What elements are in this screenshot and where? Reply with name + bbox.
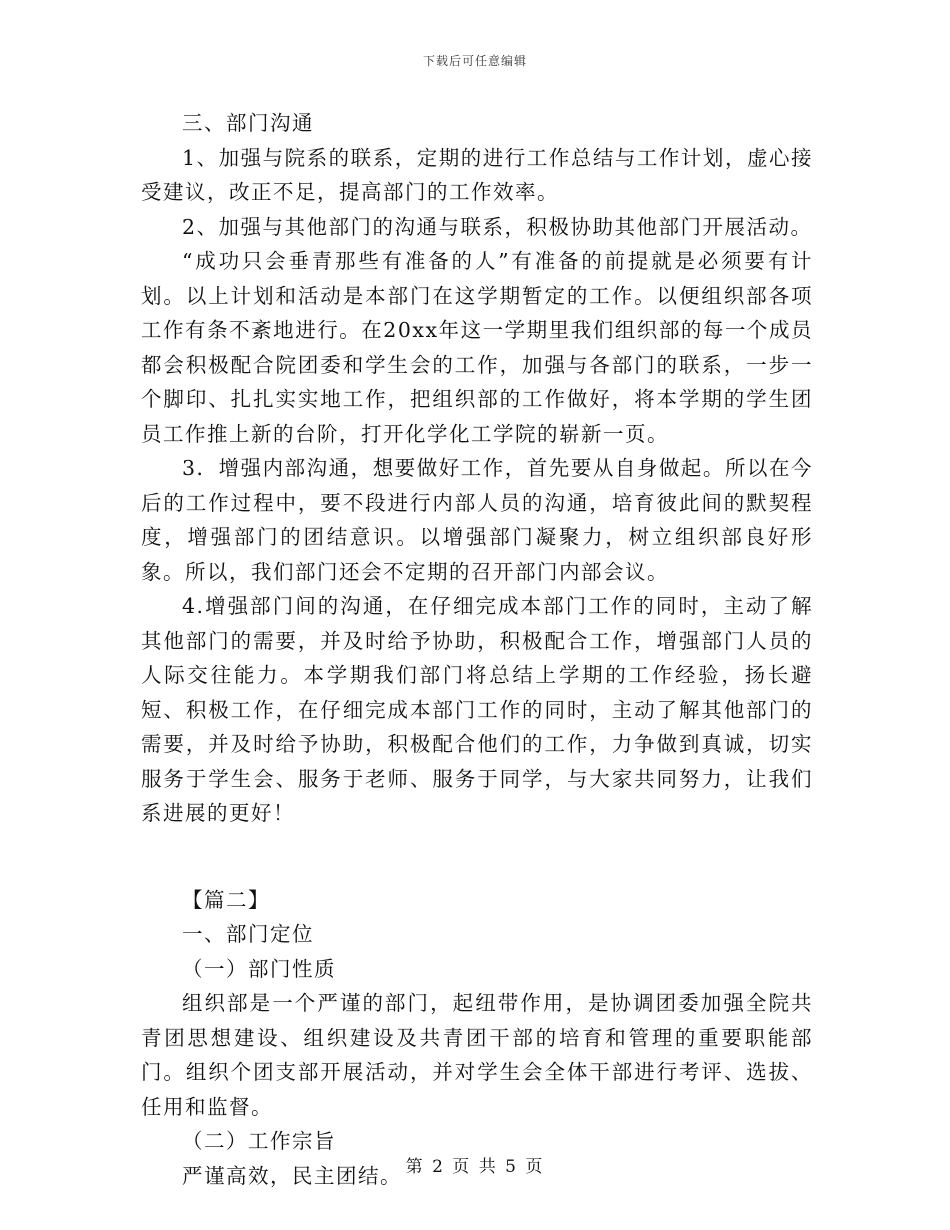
paragraph: 1、加强与院系的联系，定期的进行工作总结与工作计划，虚心接受建议，改正不足，提高部门的工作效率。 [141,145,813,204]
paragraph: 4.增强部门间的沟通，在仔细完成本部门工作的同时，主动了解其他部门的需要，并及时给予协助，积极配合工作，增强部门人员的人际交往能力。本学期我们部门将总结上学期的工作经验，扬长避短、积极工作，在仔细完成本部门工作的同时，主动了解其他部门的需要，并及时给予协助，积极配合他们的工作，力争做到真诚，切实服务于学生会、服务于老师、服务于同学，与大家共同努力，让我们系进展的更好！ [141,594,813,825]
subsection-heading: （二）工作宗旨 [182,1129,336,1153]
section-heading: 三、部门沟通 [182,111,314,135]
chapter-heading: 【篇二】 [182,887,270,912]
subsection-heading: （一）部门性质 [182,956,336,981]
section-heading: 一、部门定位 [182,922,314,946]
paragraph: 3．增强内部沟通，想要做好工作，首先要从自身做起。所以在今后的工作过程中，要不段进行内部人员的沟通，培育彼此间的默契程度，增强部门的团结意识。以增强部门凝聚力，树立组织部良好形象。所以，我们部门还会不定期的召开部门内部会议。 [141,456,813,584]
page-header: 下载后可任意编辑 [422,54,527,68]
page-number: 第 2 页 共 5 页 [405,1157,545,1177]
paragraph: 2、加强与其他部门的沟通与联系，积极协助其他部门开展活动。 [182,214,813,239]
paragraph: 严谨高效，民主团结。 [182,1163,402,1188]
paragraph: “成功只会垂青那些有准备的人”有准备的前提就是必须要有计划。以上计划和活动是本部门在这学期暂定的工作。以便组织部各项工作有条不紊地进行。在20xx年这一学期里我们组织部的每一个成员都会积极配合院团委和学生会的工作，加强与各部门的联系，一步一个脚印、扎扎实实地工作，把组织部的工作做好，将本学期的学生团员工作推上新的台阶，打开化学化工学院的崭新一页。 [141,249,813,446]
document-body [141,106,813,1193]
paragraph: 组织部是一个严谨的部门，起纽带作用，是协调团委加强全院共青团思想建设、组织建设及共青团干部的培育和管理的重要职能部门。组织个团支部开展活动，并对学生会全体干部进行考评、选拔、任用和监督。 [141,991,813,1119]
